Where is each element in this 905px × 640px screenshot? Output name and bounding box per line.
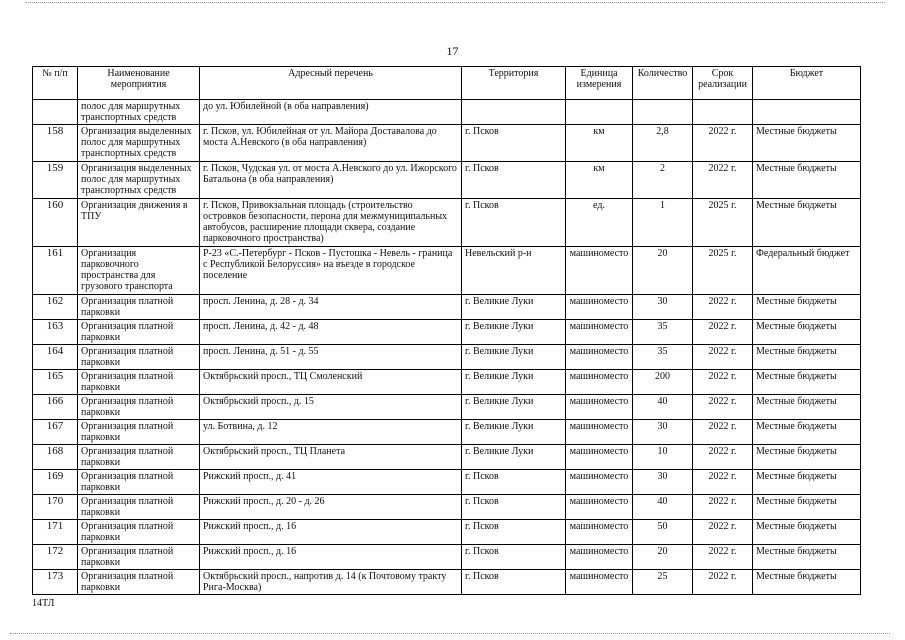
table-row [33,320,861,345]
cell-term: 2022 г. [693,125,753,162]
cell-unit: ед. [566,199,633,247]
cell-num: 165 [33,370,78,395]
cell-address: просп. Ленина, д. 28 - д. 34 [200,295,462,320]
cell-territory: Невельский р-н [462,247,566,295]
cell-quantity: 1 [633,199,693,247]
cell-term: 2022 г. [693,445,753,470]
cell-name: Организация парковочного пространства для грузового транспорта [78,247,200,295]
cell-num: 164 [33,345,78,370]
cell-name: Организация платной парковки [78,520,200,545]
cell-name: Организация выделенных полос для маршрутных транспортных средств [78,162,200,199]
cell-address: до ул. Юбилейной (в оба направления) [200,100,462,125]
scan-artifact-top [25,2,885,3]
table-row [33,162,861,199]
cell-territory: г. Великие Луки [462,420,566,445]
cell-name: Организация движения в ТПУ [78,199,200,247]
cell-num: 172 [33,545,78,570]
cell-quantity: 35 [633,345,693,370]
cell-territory: г. Великие Луки [462,445,566,470]
cell-quantity: 25 [633,570,693,595]
cell-name: Организация платной парковки [78,420,200,445]
cell-num: 166 [33,395,78,420]
header-name: Наименование мероприятия [78,67,200,100]
cell-budget: Местные бюджеты [753,395,861,420]
cell-num: 162 [33,295,78,320]
cell-address: Октябрьский просп., ТЦ Смоленский [200,370,462,395]
cell-budget: Местные бюджеты [753,125,861,162]
header-budget: Бюджет [753,67,861,100]
cell-name: Организация платной парковки [78,570,200,595]
table-row [33,370,861,395]
cell-name: Организация платной парковки [78,495,200,520]
cell-quantity: 200 [633,370,693,395]
cell-quantity: 30 [633,295,693,320]
cell-num: 168 [33,445,78,470]
header-num: № п/п [33,67,78,100]
cell-budget: Местные бюджеты [753,295,861,320]
cell-budget: Местные бюджеты [753,162,861,199]
cell-quantity: 30 [633,470,693,495]
table-row [33,295,861,320]
cell-quantity: 40 [633,495,693,520]
cell-name: Организация выделенных полос для маршрутных транспортных средств [78,125,200,162]
cell-unit: машиноместо [566,420,633,445]
cell-name: Организация платной парковки [78,295,200,320]
cell-territory: г. Великие Луки [462,370,566,395]
cell-num: 173 [33,570,78,595]
cell-address: Октябрьский просп., напротив д. 14 (к Почтовому тракту Рига-Москва) [200,570,462,595]
cell-quantity: 30 [633,420,693,445]
cell-territory: г. Великие Луки [462,345,566,370]
cell-address: Р-23 «С.-Петербург - Псков - Пустошка - Невель - граница с Республикой Белоруссия» на въезде в городское поселение [200,247,462,295]
header-quantity: Количество [633,67,693,100]
cell-territory: г. Псков [462,495,566,520]
cell-term: 2022 г. [693,495,753,520]
cell-num: 159 [33,162,78,199]
cell-quantity: 10 [633,445,693,470]
cell-num: 163 [33,320,78,345]
cell-term: 2022 г. [693,395,753,420]
header-address: Адресный перечень [200,67,462,100]
cell-budget: Федеральный бюджет [753,247,861,295]
header-unit: Единица измерения [566,67,633,100]
cell-unit: км [566,125,633,162]
page-number: 17 [446,44,459,58]
cell-quantity [633,100,693,125]
cell-term: 2022 г. [693,520,753,545]
cell-address: ул. Ботвина, д. 12 [200,420,462,445]
cell-quantity: 20 [633,247,693,295]
cell-num: 158 [33,125,78,162]
cell-budget: Местные бюджеты [753,520,861,545]
cell-territory: г. Псков [462,470,566,495]
cell-term: 2022 г. [693,295,753,320]
cell-address: просп. Ленина, д. 42 - д. 48 [200,320,462,345]
cell-term: 2022 г. [693,370,753,395]
cell-quantity: 2 [633,162,693,199]
cell-unit: машиноместо [566,295,633,320]
cell-unit [566,100,633,125]
table-row [33,125,861,162]
events-table [32,66,861,595]
cell-term: 2025 г. [693,199,753,247]
header-territory: Территория [462,67,566,100]
cell-term: 2022 г. [693,570,753,595]
cell-budget: Местные бюджеты [753,199,861,247]
cell-term: 2022 г. [693,545,753,570]
table-row [33,345,861,370]
cell-quantity: 50 [633,520,693,545]
cell-address: Рижский просп., д. 20 - д. 26 [200,495,462,520]
cell-num: 171 [33,520,78,545]
scan-artifact-bottom [10,633,890,634]
table-row [33,199,861,247]
cell-num: 169 [33,470,78,495]
cell-territory: г. Псков [462,162,566,199]
cell-unit: машиноместо [566,320,633,345]
header-term: Срок реализации [693,67,753,100]
cell-unit: машиноместо [566,495,633,520]
cell-address: просп. Ленина, д. 51 - д. 55 [200,345,462,370]
cell-address: г. Псков, Чудская ул. от моста А.Невского до ул. Ижорского Батальона (в оба направления) [200,162,462,199]
cell-budget [753,100,861,125]
cell-address: Рижский просп., д. 16 [200,520,462,545]
cell-quantity: 20 [633,545,693,570]
cell-unit: машиноместо [566,395,633,420]
cell-name: Организация платной парковки [78,370,200,395]
cell-budget: Местные бюджеты [753,445,861,470]
cell-budget: Местные бюджеты [753,420,861,445]
cell-address: Рижский просп., д. 16 [200,545,462,570]
table-row [33,570,861,595]
cell-name: Организация платной парковки [78,320,200,345]
cell-unit: машиноместо [566,545,633,570]
cell-term: 2022 г. [693,320,753,345]
cell-unit: машиноместо [566,570,633,595]
cell-name: Организация платной парковки [78,470,200,495]
cell-quantity: 40 [633,395,693,420]
cell-term: 2025 г. [693,247,753,295]
cell-unit: машиноместо [566,370,633,395]
cell-address: Октябрьский просп., д. 15 [200,395,462,420]
cell-unit: машиноместо [566,345,633,370]
table-row [33,247,861,295]
cell-unit: машиноместо [566,520,633,545]
cell-budget: Местные бюджеты [753,470,861,495]
document-code: 14ТЛ [32,598,55,609]
table-row [33,395,861,420]
cell-name: Организация платной парковки [78,545,200,570]
cell-territory: г. Великие Луки [462,395,566,420]
cell-quantity: 2,8 [633,125,693,162]
cell-territory [462,100,566,125]
cell-unit: машиноместо [566,470,633,495]
cell-territory: г. Псков [462,125,566,162]
cell-unit: машиноместо [566,445,633,470]
cell-num: 170 [33,495,78,520]
cell-territory: г. Великие Луки [462,320,566,345]
cell-budget: Местные бюджеты [753,545,861,570]
table-row [33,545,861,570]
cell-territory: г. Псков [462,199,566,247]
cell-budget: Местные бюджеты [753,370,861,395]
cell-unit: км [566,162,633,199]
cell-address: г. Псков, ул. Юбилейная от ул. Майора Доставалова до моста А.Невского (в оба направления) [200,125,462,162]
cell-name: Организация платной парковки [78,445,200,470]
cell-budget: Местные бюджеты [753,495,861,520]
cell-unit: машиноместо [566,247,633,295]
cell-term: 2022 г. [693,345,753,370]
table-header-row [33,67,861,100]
cell-num [33,100,78,125]
table-row [33,495,861,520]
cell-term: 2022 г. [693,420,753,445]
cell-budget: Местные бюджеты [753,320,861,345]
table-row [33,445,861,470]
cell-num: 160 [33,199,78,247]
cell-name: полос для маршрутных транспортных средств [78,100,200,125]
cell-name: Организация платной парковки [78,395,200,420]
table-row [33,420,861,445]
cell-term: 2022 г. [693,162,753,199]
cell-num: 161 [33,247,78,295]
cell-territory: г. Псков [462,570,566,595]
cell-address: Рижский просп., д. 41 [200,470,462,495]
cell-term: 2022 г. [693,470,753,495]
cell-territory: г. Псков [462,520,566,545]
cell-budget: Местные бюджеты [753,570,861,595]
table-row [33,470,861,495]
table-row-continuation [33,100,861,125]
cell-term [693,100,753,125]
cell-budget: Местные бюджеты [753,345,861,370]
table-row [33,520,861,545]
cell-name: Организация платной парковки [78,345,200,370]
cell-territory: г. Псков [462,545,566,570]
cell-address: Октябрьский просп., ТЦ Планета [200,445,462,470]
cell-address: г. Псков, Привокзальная площадь (строительство островков безопасности, перона для межмуниципальных автобусов, расширение площади сквера, создание парковочного пространства) [200,199,462,247]
cell-num: 167 [33,420,78,445]
cell-quantity: 35 [633,320,693,345]
cell-territory: г. Великие Луки [462,295,566,320]
